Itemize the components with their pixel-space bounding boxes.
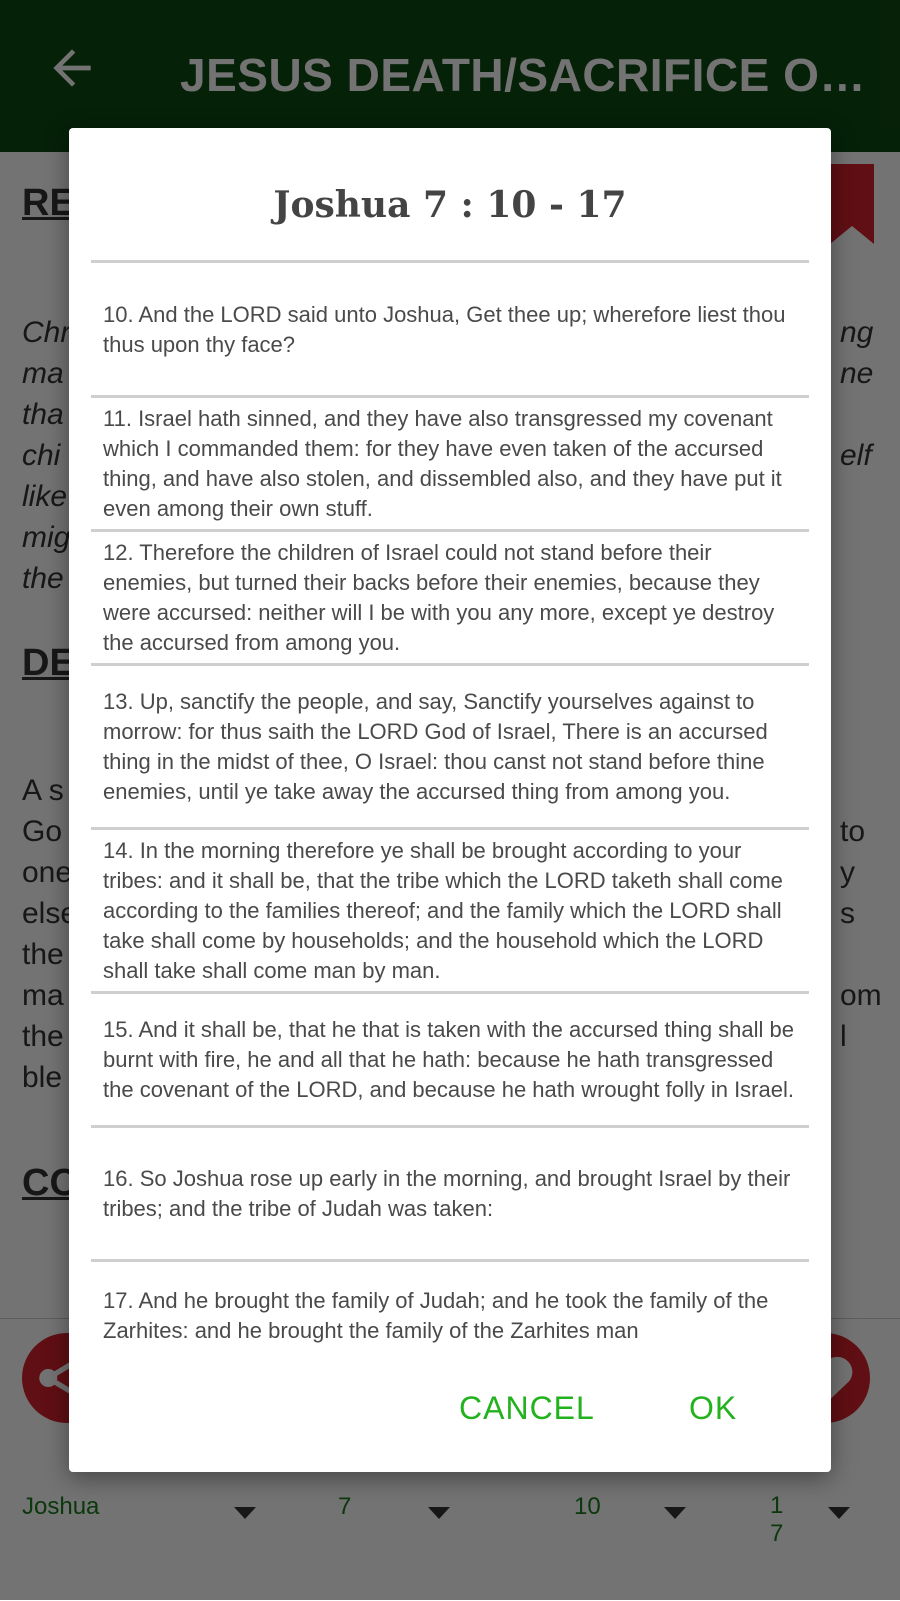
- cancel-button[interactable]: CANCEL: [459, 1390, 595, 1426]
- verse-item: 16. So Joshua rose up early in the morning, and brought Israel by their tribes; and the tribe of Judah was taken:: [91, 1128, 809, 1262]
- verse-item: 14. In the morning therefore ye shall be brought according to your tribes: and it shall be, that the tribe which the LORD taketh shall come according to the families thereof; and the family which the LORD shall take shall come by households; and the household which the LORD shall take shall come man by man.: [91, 830, 809, 994]
- verse-item: 13. Up, sanctify the people, and say, Sanctify yourselves against to morrow: for thus saith the LORD God of Israel, There is an accursed thing in the midst of thee, O Israel: thou canst not stand before thine enemies, until ye take away the accursed thing from among you.: [91, 666, 809, 830]
- dialog-actions: [69, 1380, 831, 1456]
- divider: [91, 260, 809, 263]
- verse-item: 11. Israel hath sinned, and they have also transgressed my covenant which I commanded them: for they have even taken of the accursed thing, and have also stolen, and dissembled also, and they have put it even among their own stuff.: [91, 398, 809, 532]
- verse-item: 15. And it shall be, that he that is taken with the accursed thing shall be burnt with fire, he and all that he hath: because he hath transgressed the covenant of the LORD, and because he hath wrought folly in Israel.: [91, 994, 809, 1128]
- verse-item: 12. Therefore the children of Israel could not stand before their enemies, but turned their backs before their enemies, because they were accursed: neither will I be with you any more, except ye destroy the accursed from among you.: [91, 532, 809, 666]
- verse-item: 17. And he brought the family of Judah; and he took the family of the Zarhites: and he brought the family of the Zarhites man: [103, 1288, 769, 1343]
- ok-button[interactable]: OK: [689, 1390, 738, 1426]
- verse-list[interactable]: [91, 264, 809, 1482]
- dialog-title: Joshua 7 : 10 - 17: [273, 184, 627, 226]
- verse-dialog: [69, 128, 831, 1472]
- verse-item: 10. And the LORD said unto Joshua, Get thee up; wherefore liest thou thus upon thy face?: [91, 264, 809, 398]
